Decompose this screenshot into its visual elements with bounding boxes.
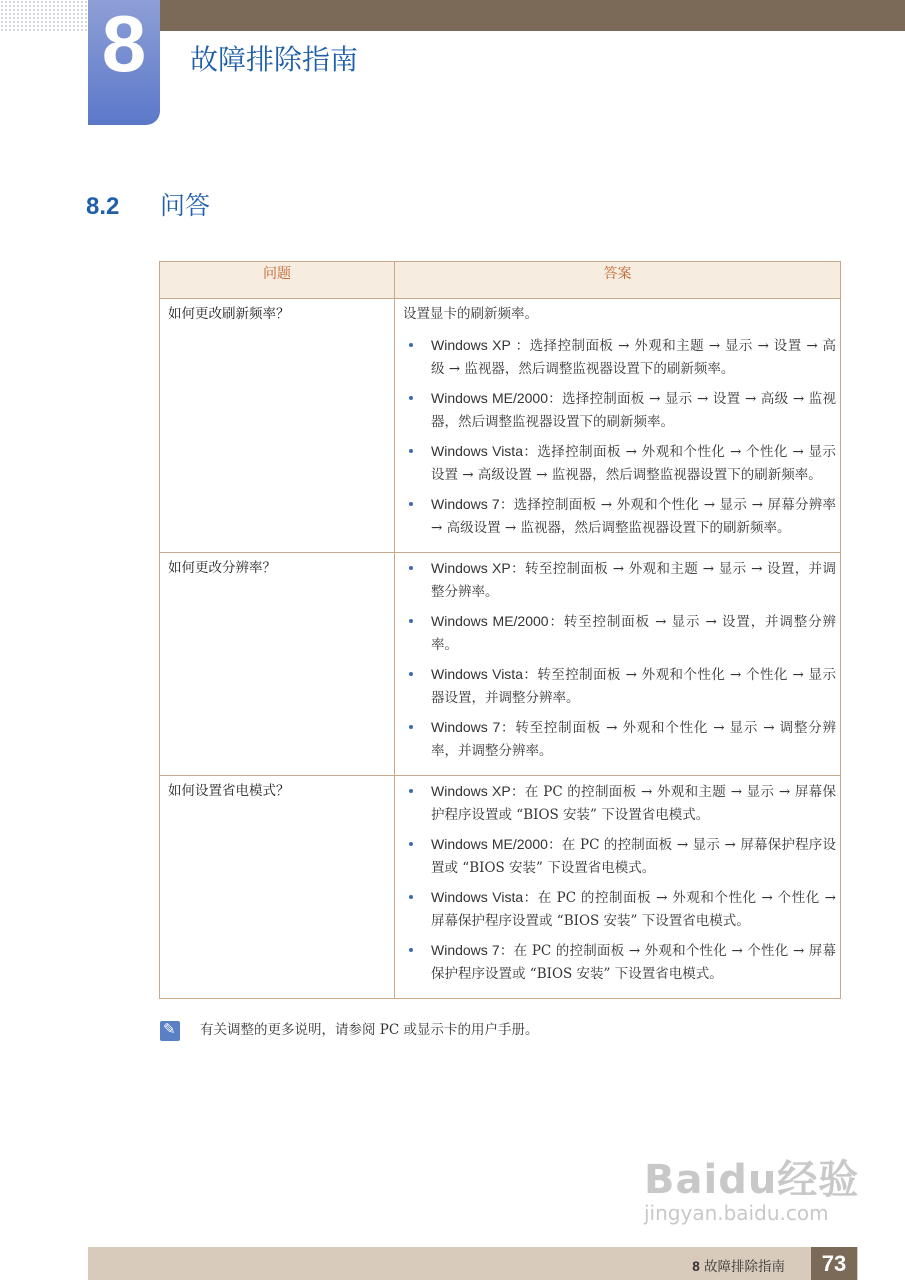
bullet-icon (409, 396, 413, 400)
list-item (403, 493, 836, 540)
item-text: ：选择控制面板 → 外观和主题 → 显示 → 设置 → 高级 → 监视器，然后调整监视器设置下的刷新频率。 (431, 338, 837, 377)
item-text: ：在 PC 的控制面板 → 外观和个性化 → 个性化 → 屏幕保护程序设置或 “BIOS 安装” 下设置省电模式。 (431, 943, 836, 982)
watermark (644, 1148, 859, 1225)
chapter-tab (88, 0, 160, 125)
os-name: Windows ME/2000 (431, 613, 549, 629)
bullet-icon (409, 566, 413, 570)
list-item (403, 716, 836, 763)
list-item (403, 440, 836, 487)
watermark-brand: Baidu经验 (644, 1157, 860, 1203)
answer-intro: 设置显卡的刷新频率。 (403, 306, 538, 322)
bullet-icon (409, 502, 413, 506)
answer-cell (395, 299, 841, 553)
item-text: ：转至控制面板 → 显示 → 设置，并调整分辨率。 (431, 614, 837, 653)
question-cell: 如何设置省电模式？ (160, 776, 395, 999)
list-item (403, 833, 836, 880)
os-name: Windows ME/2000 (431, 836, 548, 852)
item-text: ：转至控制面板 → 外观和个性化 → 个性化 → 显示器设置，并调整分辨率。 (431, 667, 836, 706)
dot-pattern (0, 0, 88, 31)
item-text: ：转至控制面板 → 外观和主题 → 显示 → 设置，并调整分辨率。 (431, 561, 837, 600)
bullet-icon (409, 895, 413, 899)
answer-cell (395, 776, 841, 999)
footer-chapter (692, 1255, 785, 1275)
os-name: Windows ME/2000 (431, 390, 548, 406)
bullet-icon (409, 789, 413, 793)
header-answer: 答案 (395, 262, 841, 299)
os-name: Windows XP (431, 337, 511, 353)
os-name: Windows XP (431, 783, 511, 799)
watermark-url: jingyan.baidu.com (644, 1201, 829, 1225)
bullet-icon (409, 449, 413, 453)
list-item (403, 610, 836, 657)
table-row (160, 776, 841, 999)
bullet-icon (409, 672, 413, 676)
footer-chapter-title: 故障排除指南 (704, 1259, 785, 1275)
chapter-title: 故障排除指南 (190, 43, 359, 76)
bullet-icon (409, 343, 413, 347)
list-item (403, 780, 836, 827)
note-pencil-icon (160, 1021, 180, 1041)
table-header-row (160, 262, 841, 299)
os-name: Windows Vista (431, 889, 524, 905)
section-heading (86, 186, 210, 222)
header-bar (160, 0, 905, 31)
header-question: 问题 (160, 262, 395, 299)
table-body (160, 299, 841, 999)
os-name: Windows 7 (431, 719, 501, 735)
answer-cell (395, 553, 841, 776)
list-item (403, 557, 836, 604)
chapter-number: 8 (101, 0, 147, 88)
list-item (403, 387, 836, 434)
section-title: 问答 (160, 191, 211, 220)
os-name: Windows Vista (431, 666, 523, 682)
note-text: 有关调整的更多说明，请参阅 PC 或显示卡的用户手册。 (200, 1022, 539, 1038)
answer-list (403, 780, 836, 986)
list-item (403, 663, 836, 710)
note (160, 1018, 539, 1041)
item-text: ：在 PC 的控制面板 → 外观和个性化 → 个性化 → 屏幕保护程序设置或 “BIOS 安装” 下设置省电模式。 (431, 890, 836, 929)
list-item (403, 886, 836, 933)
footer-chapter-number: 8 (692, 1259, 700, 1274)
os-name: Windows Vista (431, 443, 523, 459)
qa-table (159, 261, 841, 999)
list-item (403, 334, 836, 381)
table-row (160, 299, 841, 553)
os-name: Windows 7 (431, 496, 500, 512)
bullet-icon (409, 619, 413, 623)
question-cell: 如何更改刷新频率？ (160, 299, 395, 553)
os-name: Windows XP (431, 560, 511, 576)
list-item (403, 939, 836, 986)
page-number: 73 (811, 1247, 857, 1280)
bullet-icon (409, 948, 413, 952)
question-cell: 如何更改分辨率？ (160, 553, 395, 776)
answer-list (403, 557, 836, 763)
table-row (160, 553, 841, 776)
item-text: ：在 PC 的控制面板 → 外观和主题 → 显示 → 屏幕保护程序设置或 “BIOS 安装” 下设置省电模式。 (431, 784, 836, 823)
section-number: 8.2 (86, 193, 120, 220)
item-text: ：转至控制面板 → 外观和个性化 → 显示 → 调整分辨率，并调整分辨率。 (431, 720, 837, 759)
item-text: ：选择控制面板 → 外观和个性化 → 个性化 → 显示设置 → 高级设置 → 监视器，然后调整监视器设置下的刷新频率。 (431, 444, 836, 483)
os-name: Windows 7 (431, 942, 500, 958)
item-text: ：选择控制面板 → 显示 → 设置 → 高级 → 监视器，然后调整监视器设置下的刷新频率。 (431, 391, 837, 430)
item-text: ：选择控制面板 → 外观和个性化 → 显示 → 屏幕分辨率 → 高级设置 → 监视器，然后调整监视器设置下的刷新频率。 (431, 497, 837, 536)
item-text: ：在 PC 的控制面板 → 显示 → 屏幕保护程序设置或 “BIOS 安装” 下设置省电模式。 (431, 837, 836, 876)
bullet-icon (409, 842, 413, 846)
bullet-icon (409, 725, 413, 729)
answer-list (403, 334, 836, 540)
